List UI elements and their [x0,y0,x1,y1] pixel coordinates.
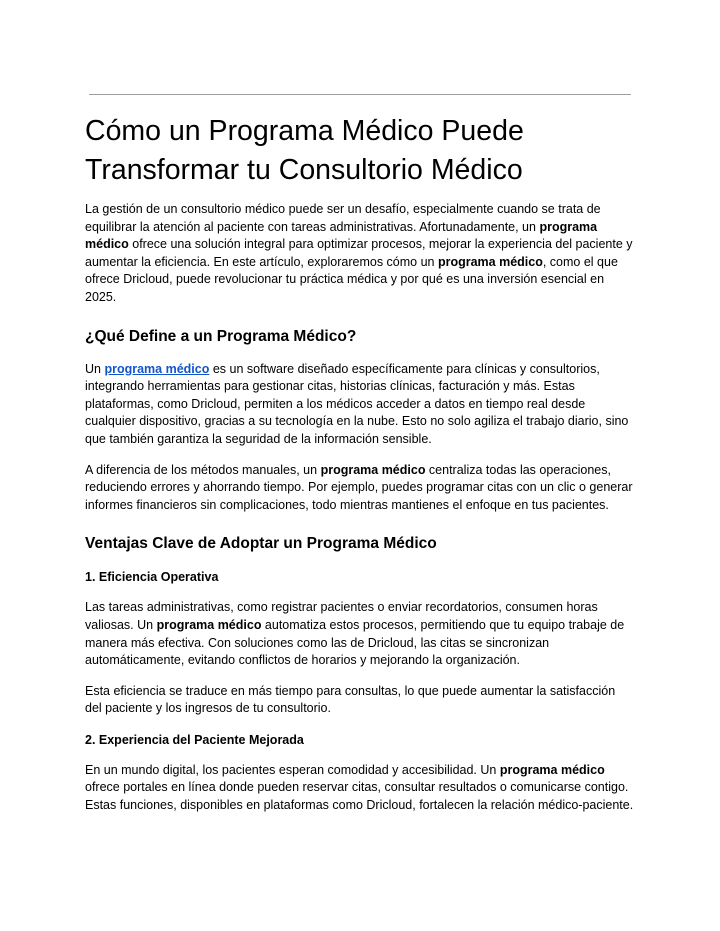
subsection1-heading: 1. Eficiencia Operativa [85,570,219,585]
sub2p1-bold-1: programa médico [499,762,605,777]
section1-paragraph-1 [85,361,635,449]
programa-medico-link[interactable]: programa médico [104,361,210,376]
sub2p1-text-2: ofrece portales en línea donde pueden reservar citas, consultar resultados o comunicarse contigo. Estas funciones, disponibles en plataformas como Dricloud, fortalecen la relación médico-paciente. [85,780,634,813]
intro-text-1: La gestión de un consultorio médico puede ser un desafío, especialmente cuando se trata de equilibrar la atención al paciente con tareas administrativas. Afortunadamente, un [85,202,601,234]
section2-heading: Ventajas Clave de Adoptar un Programa Médico [85,535,437,553]
intro-text-2: ofrece una solución integral para optimizar procesos, mejorar la experiencia del paciente y aumentar la eficiencia. En este artículo, exploraremos cómo un [85,237,633,269]
section1-paragraph-2 [85,462,635,515]
section1-heading: ¿Qué Define a un Programa Médico? [85,327,357,345]
sub2p1-text-1: En un mundo digital, los pacientes esperan comodidad y accesibilidad. Un [85,762,500,777]
subsection1-paragraph-2: Esta eficiencia se traduce en más tiempo para consultas, lo que puede aumentar la satisfacción del paciente y los ingresos de tu consultorio. [85,683,616,716]
s1p2-text-2: centraliza todas las operaciones, reduciendo errores y ahorrando tiempo. Por ejemplo, puedes programar citas con un clic o generar informes financieros sin complicaciones, todo mientras mantienes el enfoque en tus pacientes. [85,462,633,512]
intro-bold-1: programa médico [85,219,598,252]
s1p2-text-1: A diferencia de los métodos manuales, un [85,462,321,477]
sub1p1-text-2: automatiza estos procesos, permitiendo que tu equipo trabaje de manera más efectiva. Con soluciones como las de Dricloud, las citas se sincronizan automáticamente, evitando conflictos de horarios y mejorando la organización. [85,617,625,668]
s1p2-bold-1: programa médico [320,462,426,477]
s1p1-text-1: Un [85,361,105,376]
sub1p1-text-1: Las tareas administrativas, como registrar pacientes o enviar recordatorios, consumen horas valiosas. Un [85,600,598,632]
top-divider [89,94,631,95]
intro-bold-2: programa médico [437,254,543,269]
page-title: Cómo un Programa Médico Puede Transformar tu Consultorio Médico [85,115,524,186]
subsection2-paragraph-1 [85,762,635,815]
subsection1-paragraph-1 [85,599,635,669]
intro-text-3: , como el que ofrece Dricloud, puede revolucionar tu práctica médica y por qué es una inversión esencial en 2025. [85,254,618,304]
intro-paragraph [85,201,635,307]
subsection2-heading: 2. Experiencia del Paciente Mejorada [85,732,304,747]
document-body [85,112,635,828]
sub1p1-bold-1: programa médico [156,617,262,632]
s1p1-text-2: es un software diseñado específicamente para clínicas y consultorios, integrando herramientas para gestionar citas, historias clínicas, facturación y más. Estas plataformas, como Dricloud, permiten a los médicos acceder a datos en tiempo real desde cualquier dispositivo, gracias a su tecnología en la nube. Esto no solo agiliza el trabajo diario, sino que también garantiza la seguridad de la información sensible. [85,361,629,446]
